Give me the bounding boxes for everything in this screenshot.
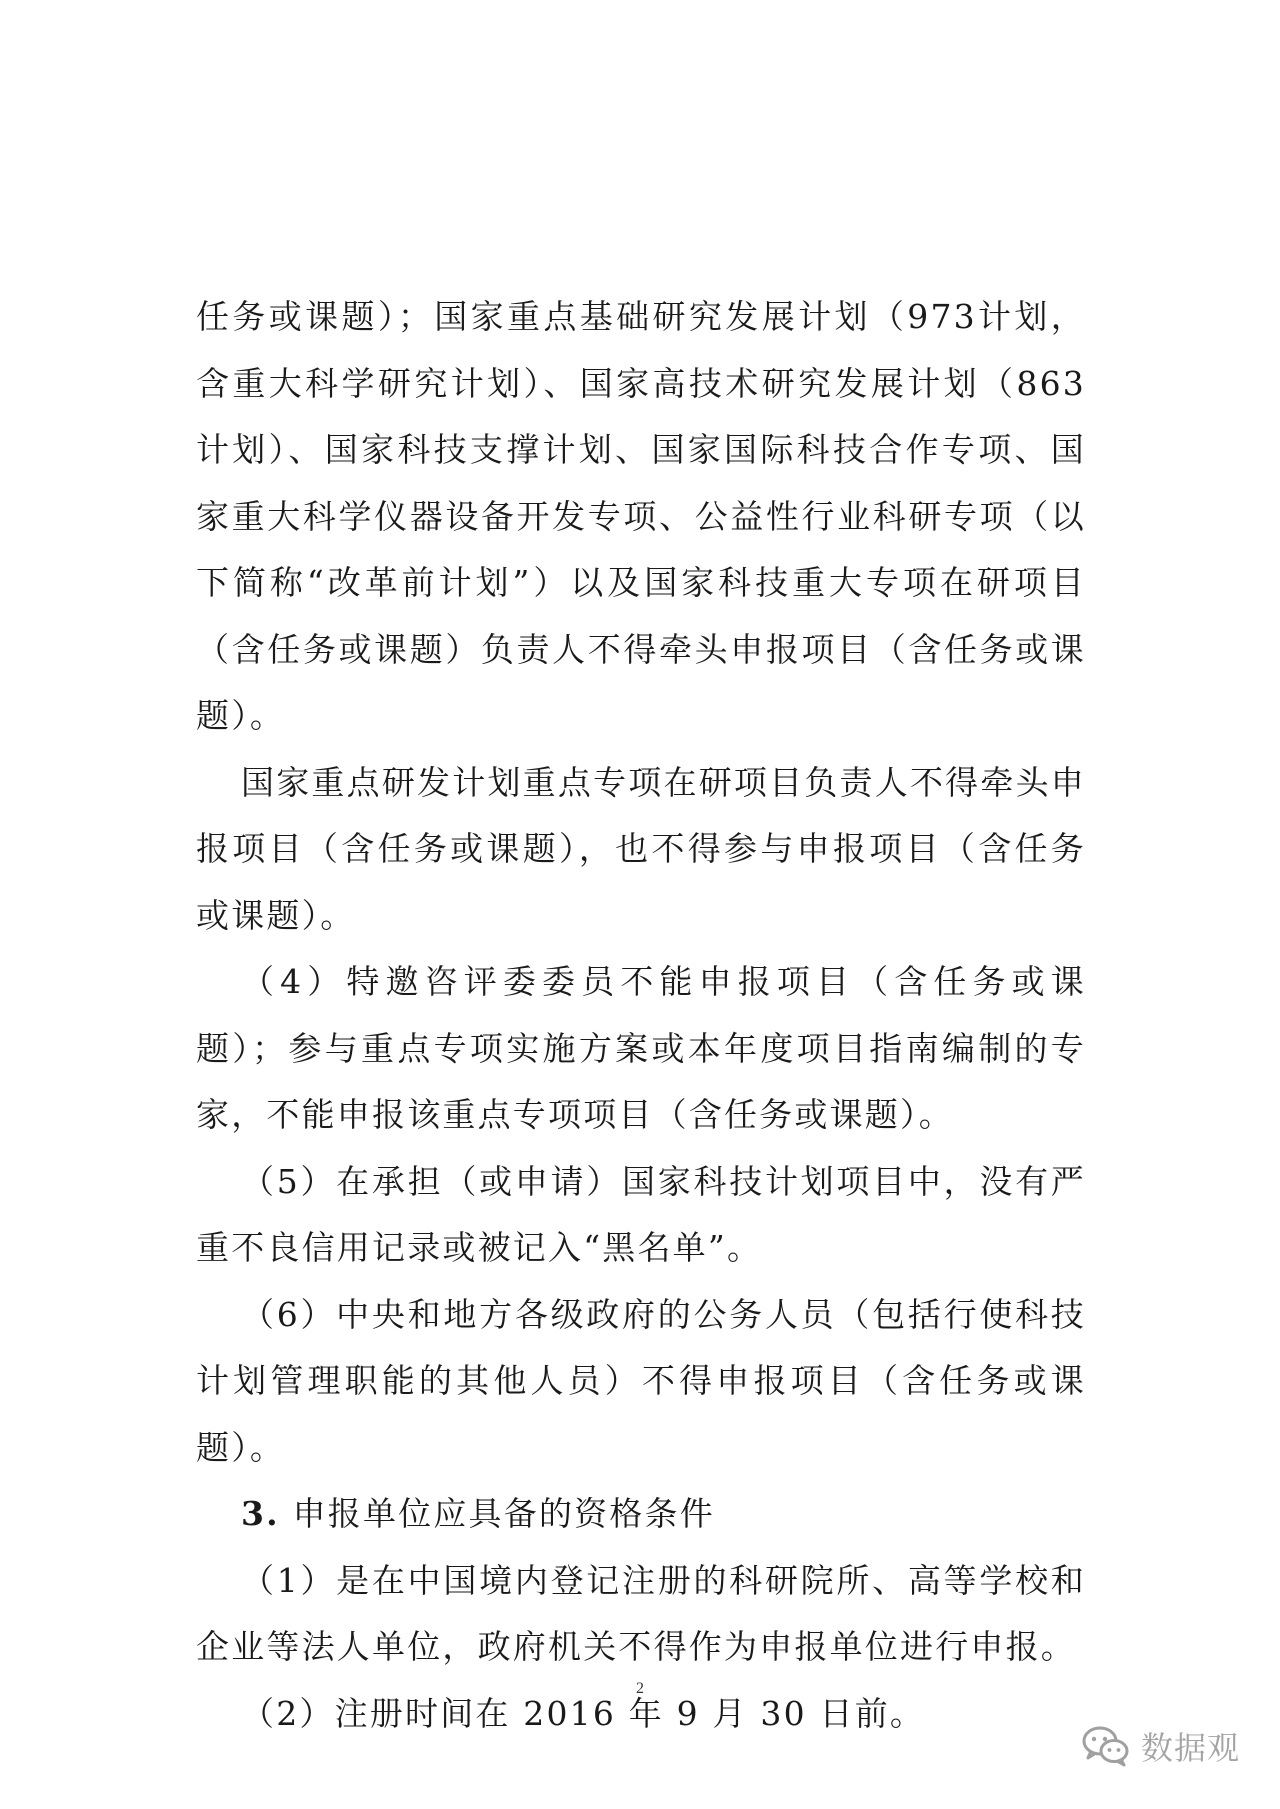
paragraph-5: （6）中央和地方各级政府的公务人员（包括行使科技计划管理职能的其他人员）不得申报项目（含任务或课题）。 — [196, 1294, 1086, 1467]
wechat-icon — [1081, 1725, 1131, 1767]
paragraph-4: （5）在承担（或申请）国家科技计划项目中，没有严重不良信用记录或被记入“黑名单”。 — [196, 1161, 1086, 1267]
paragraph-2: 国家重点研发计划重点专项在研项目负责人不得牵头申报项目（含任务或课题），也不得参与申报项目（含任务或课题）。 — [196, 762, 1086, 935]
watermark — [1081, 1723, 1240, 1769]
paragraph-7: （2）注册时间在 2016 年 9 月 30 日前。 — [241, 1693, 926, 1733]
section-title: 申报单位应具备的资格条件 — [292, 1494, 715, 1533]
watermark-label: 数据观 — [1140, 1729, 1240, 1767]
paragraph-3: （4）特邀咨评委委员不能申报项目（含任务或课题）；参与重点专项实施方案或本年度项目指南编制的专家，不能申报该重点专项项目（含任务或课题）。 — [196, 962, 1086, 1134]
section-number: 3. — [241, 1494, 280, 1533]
page-number: 2 — [636, 1680, 644, 1697]
paragraph-1: 任务或课题）；国家重点基础研究发展计划（973计划，含重大科学研究计划）、国家高技术研究发展计划（863 计划）、国家科技支撑计划、国家国际科技合作专项、国家重大科学仪器设备开发专项、公益性行业科研专项（以下简称“改革前计划”）以及国家科技重大专项在研项目（含任务或课题）负责人不得牵头申报项目（含任务或课题）。 — [196, 297, 1086, 735]
document-body — [196, 284, 1086, 1747]
section-heading — [196, 1481, 1086, 1548]
paragraph-6: （1）是在中国境内登记注册的科研院所、高等学校和企业等法人单位，政府机关不得作为申报单位进行申报。 — [196, 1560, 1086, 1666]
